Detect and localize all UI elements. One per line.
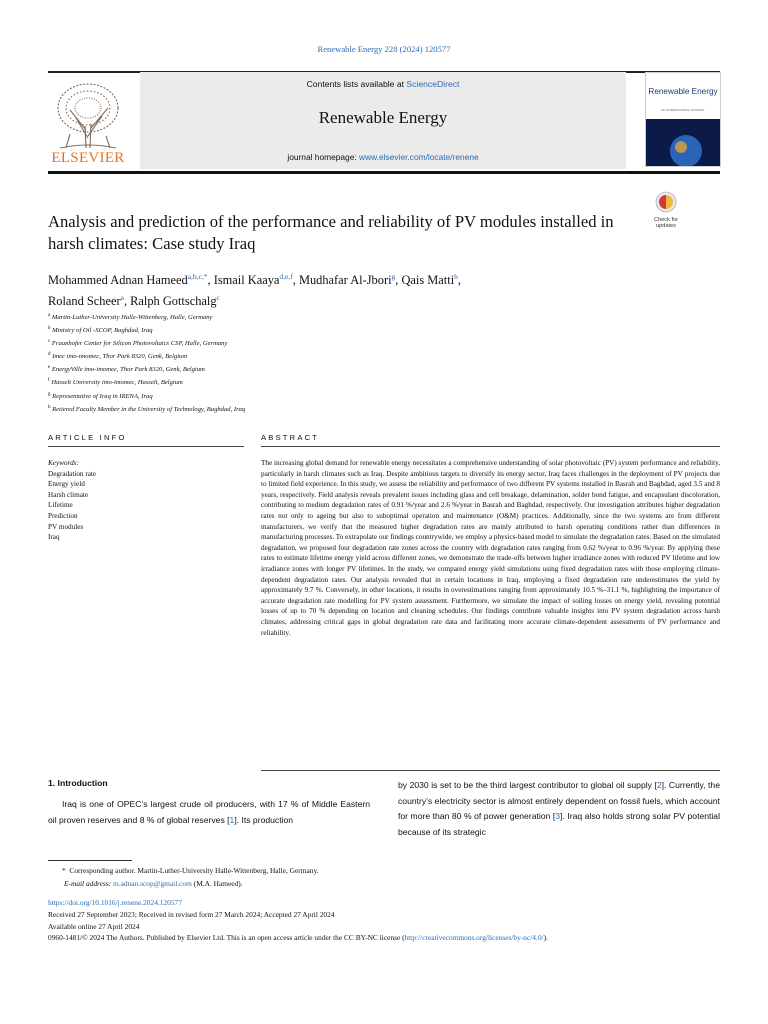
keyword[interactable]: Iraq <box>48 533 60 542</box>
contents-line: Contents lists available at ScienceDirect <box>306 79 460 89</box>
affiliation: $^h$ Retiered Faculty Member in the University of Technology, Baghdad, Iraq <box>48 404 246 413</box>
author-affiliation-marks[interactable]: a <box>120 293 124 303</box>
homepage-link[interactable]: www.elsevier.com/locate/renene <box>359 152 479 162</box>
abstract-bottom-rule <box>261 770 720 771</box>
author[interactable]: Roland Scheer <box>48 294 121 309</box>
sciencedirect-link[interactable]: ScienceDirect <box>406 79 460 89</box>
license-link[interactable]: http://creativecommons.org/licenses/by-nc/4.0/ <box>404 933 544 943</box>
citation-link[interactable]: 3 <box>555 811 561 822</box>
article-title: Analysis and prediction of the performance and reliability of PV modules installed in harsh climates: Case study Iraq <box>48 212 614 253</box>
affiliation: $^c$ Fraunhofer Center for Silicon Photovoltaics CSP, Halle, Germany <box>48 339 228 348</box>
section-heading-introduction: 1. Introduction <box>48 778 108 788</box>
intro-column-left: Iraq is one of OPEC’s largest crude oil producers, with 17 % of Middle Eastern oil proven reserves and 8 % of global reserves [1]. Its production <box>48 799 370 825</box>
keyword[interactable]: PV modules <box>48 522 84 531</box>
affiliation-list <box>48 311 648 416</box>
publisher-logo-text: ELSEVIER <box>51 150 125 166</box>
publication-info <box>48 897 720 944</box>
footnote-rule <box>48 860 132 861</box>
journal-reference[interactable]: Renewable Energy 228 (2024) 120577 <box>317 44 451 54</box>
check-for-updates-icon[interactable] <box>646 190 686 232</box>
keyword[interactable]: Harsh climate <box>48 490 89 499</box>
journal-homepage: journal homepage: www.elsevier.com/locate/renene <box>287 152 479 162</box>
journal-title: Renewable Energy <box>318 108 448 127</box>
affiliation: $^e$ EnergyVille imo-imomec, Thor Park 8320, Genk, Belgium <box>48 365 205 374</box>
svg-text:Check for: Check for <box>654 217 678 223</box>
cover-planet-icon <box>646 119 720 166</box>
info-rule <box>48 446 244 447</box>
keyword[interactable]: Degradation rate <box>48 469 97 478</box>
author-affiliation-marks[interactable]: h <box>454 272 458 281</box>
intro-column-right: by 2030 is set to be the third largest contributor to global oil supply [2]. Currently, the country’s electricity sector is almost entirely dependent on fossil fuels, which account for more than 80 % of power generation [3]. Iraq also holds strong solar PV potential because of its strategic <box>398 780 721 837</box>
license-line: 0960-1481/© 2024 The Authors. Published by Elsevier Ltd. This is an open access article under the CC BY-NC license (http://creativecommons.org/licenses/by-nc/4.0/). <box>48 933 548 943</box>
author-affiliation-marks[interactable]: a,b,c,* <box>187 272 208 281</box>
abstract-rule <box>261 446 720 447</box>
email-link[interactable]: m.adnan.scop@gmail.com <box>113 878 192 888</box>
abstract-heading: ABSTRACT <box>261 433 320 442</box>
cover-title: Renewable Energy <box>648 87 718 96</box>
affiliation: $^a$ Martin-Luther-University Halle-Wittenberg, Halle, Germany <box>48 313 213 322</box>
keywords-block <box>48 458 244 543</box>
author[interactable]: Mohammed Adnan Hameed <box>48 273 188 288</box>
keyword[interactable]: Energy yield <box>48 480 85 489</box>
affiliation: $^b$ Ministry of Oil -SCOP, Baghdad, Iraq <box>48 326 153 335</box>
keyword[interactable]: Prediction <box>48 511 78 520</box>
author[interactable]: Mudhafar Al-Jbori <box>298 273 392 288</box>
author-affiliation-marks[interactable]: d,e,f <box>279 272 293 281</box>
citation-link[interactable]: 1 <box>229 814 235 825</box>
corresponding-footnote: * Corresponding author. Martin-Luther-University Halle-Wittenberg, Halle, Germany. E-mail address: m.adnan.scop@gmail.com (M.A. Hameed). <box>62 866 319 888</box>
abstract-text: The increasing global demand for renewable energy necessitates a comprehensive understanding of solar photovoltaic (PV) system performance and reliability, particularly in harsh climates such as Iraq. Despite ambitious targets to diversify its energy sector, Iraq faces challenges in the deployment of PV projects due to limited field experience. In this study, we assess the reliability and performance of two different PV systems installed in Basrah and Baghdad, aged 3.5 and 8 years, respectively. Field analysis reveals prevalent issues including glass and cell breakage, delamination, solder bond fatigue, and encapsulant discoloration, contributing to medium degradation rates of 0.91 %/year and 2.6 %/year in Basrah and Baghdad, respectively. Our investigation attributes higher degradation rates not only to ageing but also to suboptimal operation and maintenance (O&M) practices. Additionally, since the two systems are from different manufacturers, we verify that the measured higher degradation rates are mainly attributed to harsh operating conditions rather than differences in manufacturing processes. To extrapolate our findings countrywide, we employ a physics-based model to simulate the degradation rates. Based on the simulated degradation, we proposed four degradation rate zones across the country with degradation rates ranging from 0.62 %/year to 0.96 %/year. By applying these rates to estimate lifetime energy yield across different zones, we demonstrate the trade-offs between higher irradiance zones with reduced PV lifetime and low irradiance zones with longer PV lifetimes. In the study, we compared energy yield simulations using fixed degradation rates with those employing climate-dependent degradation rates. Our analysis revealed that in certain locations in Iraq, employing a fixed degradation rate underestimates the yield by approximately 9.7 %. Conversely, in other locations, it results in overestimations ranging from approximately 10.5 %–31.1 %, highlighting the importance of accurate degradation rate modelling for PV system assessment. Furthermore, we simulate the impact of soiling losses on energy yield, revealing potential losses of up to 70 % depending on location and cleaning schedules. Our findings contribute valuable insights into PV system degradation across harsh climates, addressing critical gaps in global degradation rate data and facilitating more accurate climate-dependent assessments of PV performance and reliability. <box>261 459 720 637</box>
citation-link[interactable]: 2 <box>656 780 662 790</box>
affiliation: $^d$ Imec imo-imomec, Thor Park 8320, Genk, Belgium <box>48 352 188 361</box>
author-affiliation-marks[interactable]: c <box>216 293 220 303</box>
author-list: Mohammed Adnan Hameed$^{a,b,c,*}$, Ismail Kaaya$^{d,e,f}$, Mudhafar Al-Jbori$^g$, Qais Matti$^h$, Roland Scheer$^a$, Ralph Gottschalg$^c$ <box>48 272 461 309</box>
cover-subtitle: AN INTERNATIONAL JOURNAL <box>661 108 705 112</box>
received-dates: Received 27 September 2023; Received in revised form 27 March 2024; Accepted 27 April 2024 <box>48 909 335 919</box>
online-date: Available online 27 April 2024 <box>48 921 140 931</box>
affiliation: $^f$ Hasselt University imo-imomec, Hasselt, Belgium <box>48 378 183 387</box>
svg-text:updates: updates <box>656 223 676 229</box>
journal-cover[interactable] <box>645 72 721 167</box>
affiliation: $^g$ Representative of Iraq in IRENA, Iraq <box>48 391 153 400</box>
keyword[interactable]: Lifetime <box>48 501 73 510</box>
doi-link[interactable]: https://doi.org/10.1016/j.renene.2024.120577 <box>48 898 182 907</box>
author[interactable]: Ismail Kaaya <box>213 273 280 288</box>
article-info-heading: ARTICLE INFO <box>48 433 127 442</box>
author[interactable]: Qais Matti <box>401 273 455 288</box>
author-affiliation-marks[interactable]: g <box>391 272 396 281</box>
header-thick-rule <box>48 171 720 174</box>
keywords-label: Keywords: <box>48 459 79 467</box>
author[interactable]: Ralph Gottschalg <box>130 294 217 309</box>
